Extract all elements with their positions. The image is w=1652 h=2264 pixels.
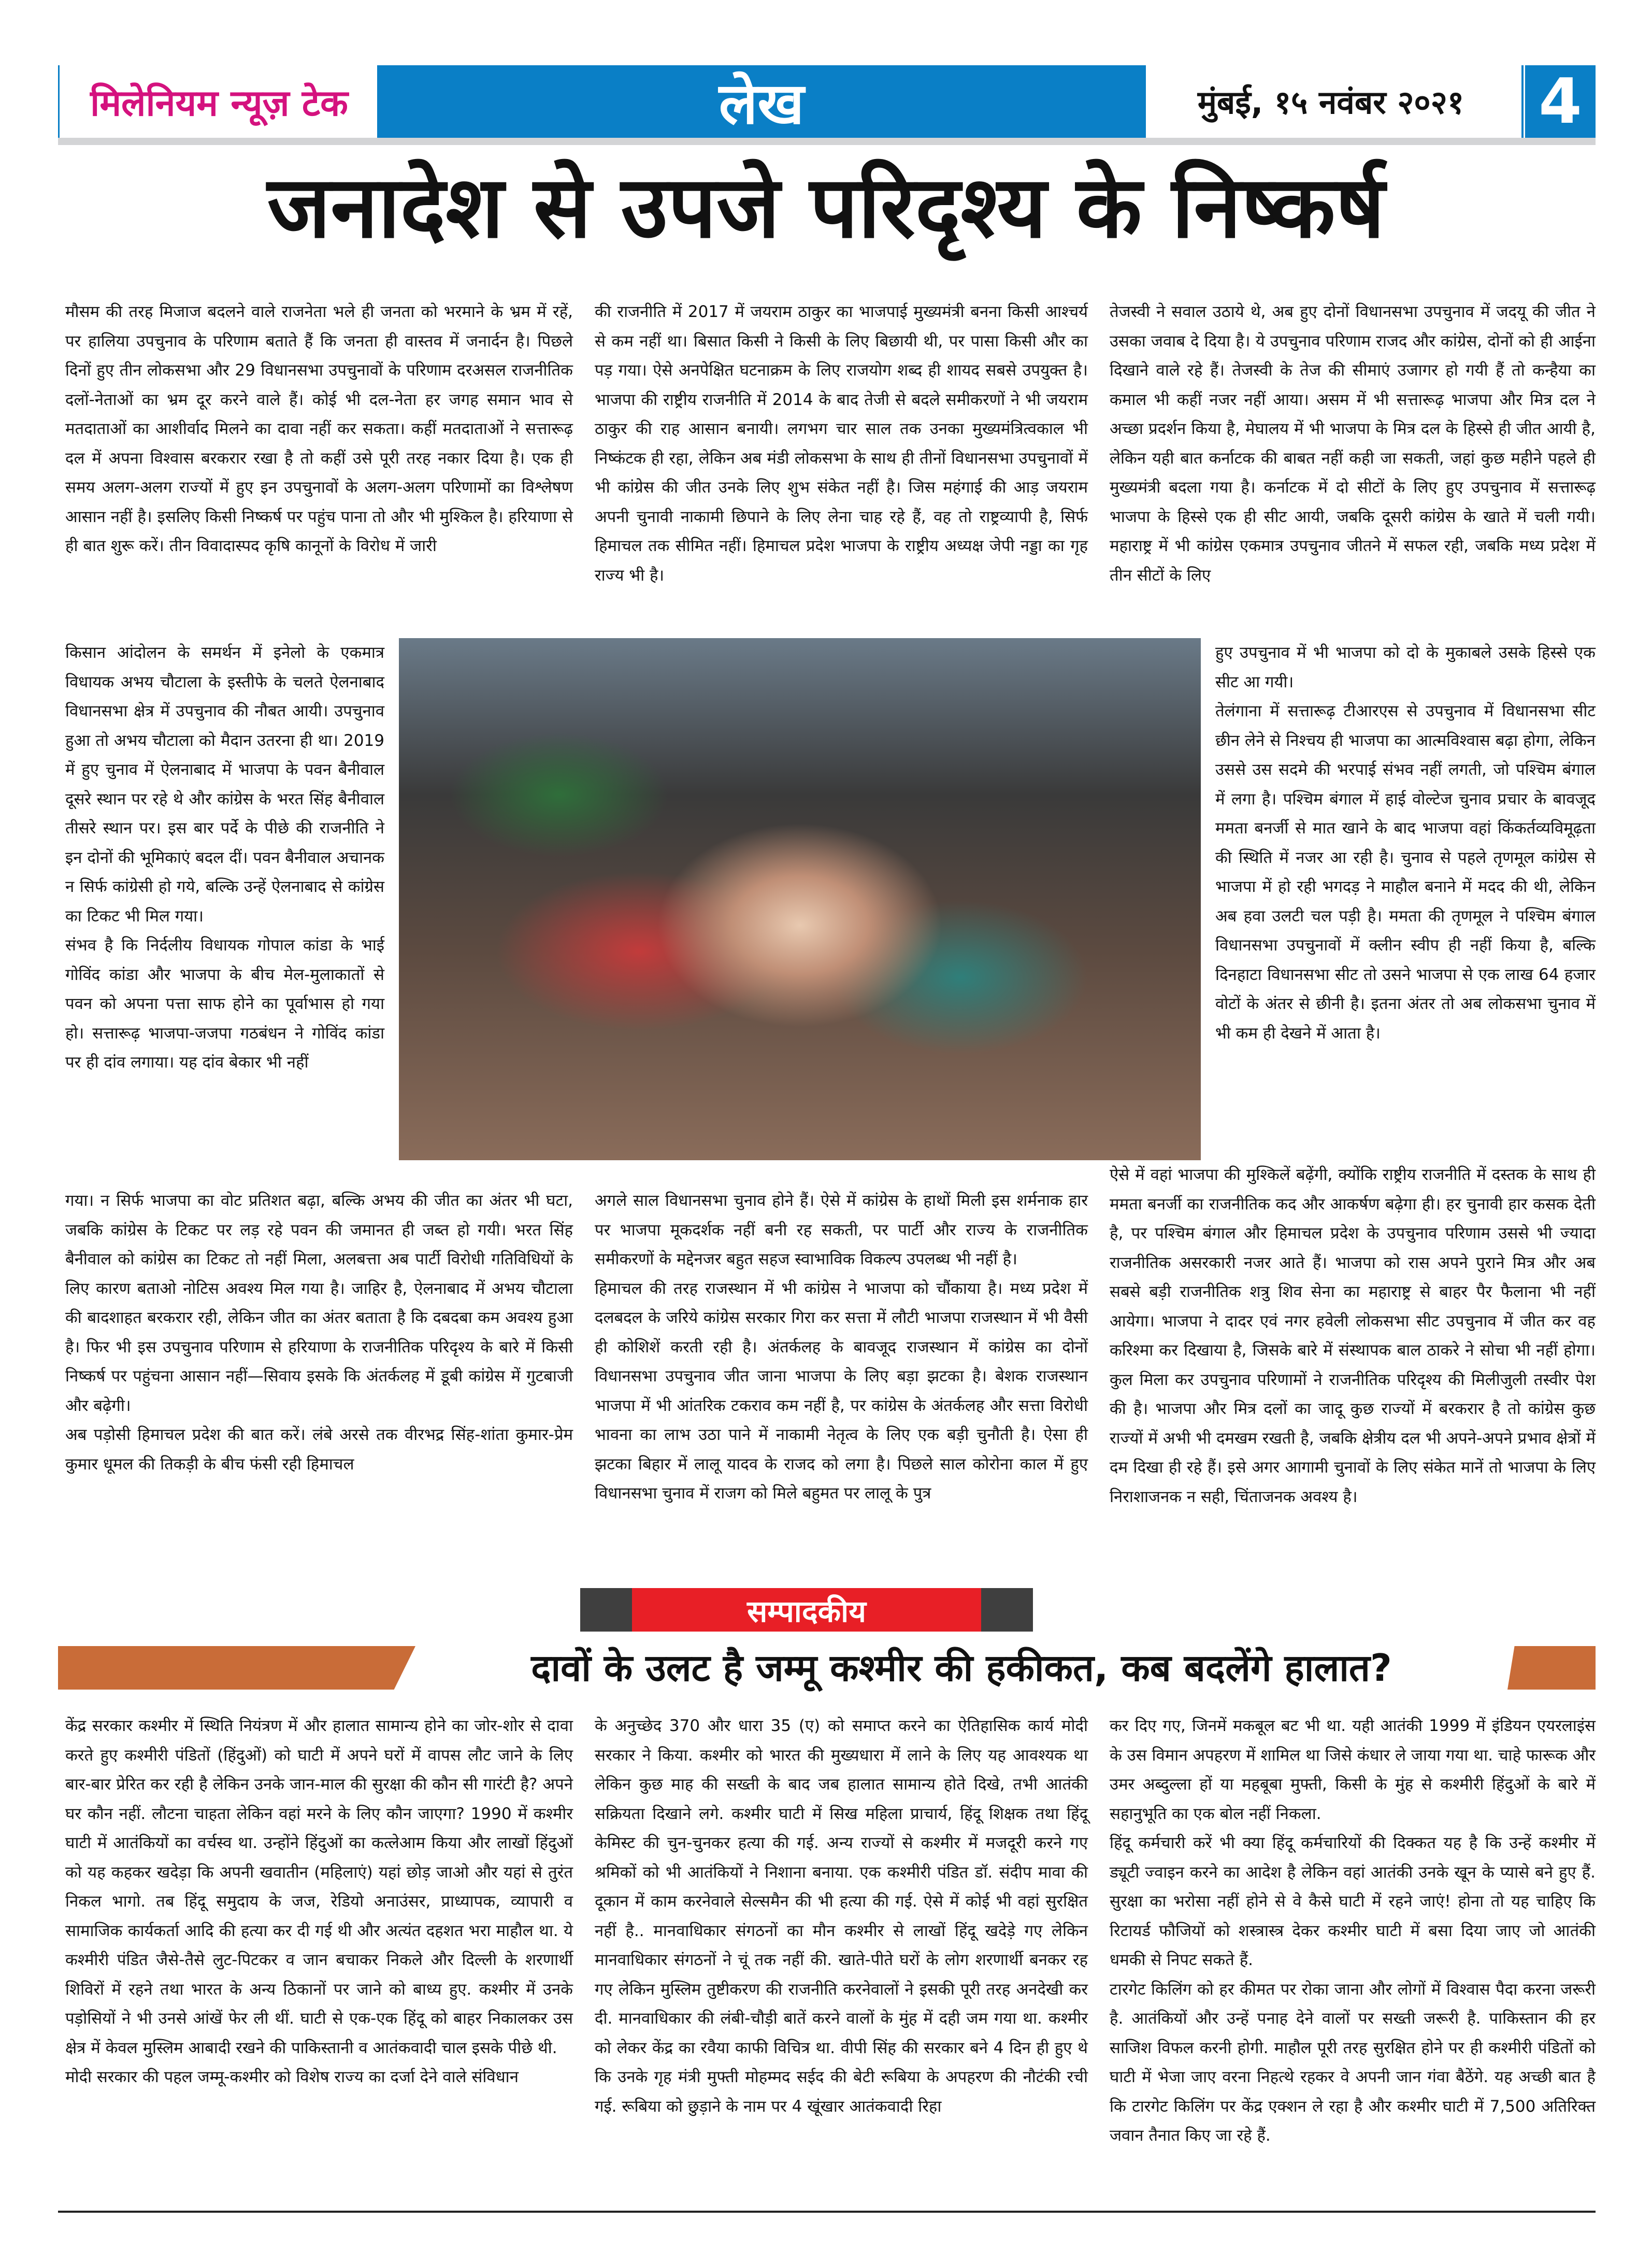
editorial-col1: [65, 1711, 573, 2092]
dateline: मुंबई, १५ नवंबर २०२१: [1197, 83, 1464, 121]
paragraph: किसान आंदोलन के समर्थन में इनेलो के एकमात्र विधायक अभय चौटाला के इस्तीफे के चलते ऐलनाबाद विधानसभा क्षेत्र में उपचुनाव की नौबत आयी। उपचुनाव हुआ तो अभय चौटाला को मैदान उतरना ही था। 2019 में हुए चुनाव में ऐलनाबाद में भाजपा के पवन बैनीवाल दूसरे स्थान पर रहे थे और कांग्रेस के भरत सिंह बैनीवाल तीसरे स्थान पर। इस बार पर्दे के पीछे की राजनीति ने इन दोनों की भूमिकाएं बदल दीं। पवन बैनीवाल अचानक न सिर्फ कांग्रेसी हो गये, बल्कि उन्हें ऐलनाबाद से कांग्रेस का टिकट भी मिल गया।: [65, 643, 384, 926]
paragraph: कर दिए गए, जिनमें मकबूल बट भी था. यही आतंकी 1999 में इंडियन एयरलाइंस के उस विमान अपहरण में शामिल था जिसे कंधार ले जाया गया था. चाहे फारूक और उमर अब्दुल्ला हों या महबूबा मुफ्ती, किसी के मुंह से कश्मीरी हिंदुओं के बारे में सहानुभूति का एक बोल नहीं निकला.: [1110, 1717, 1596, 1823]
newspaper-logo: मिलेनियम न्यूज़ टेक: [58, 65, 379, 138]
masthead-divider: [58, 138, 1596, 145]
paragraph: ऐसे में वहां भाजपा की मुश्किलें बढ़ेंगी, क्योंकि राष्ट्रीय राजनीति में दस्तक के साथ ही ममता बनर्जी का राजनीतिक कद और आकर्षण बढ़ेगा ही। हर चुनावी हार कसक देती है, पर पश्चिम बंगाल और हिमाचल प्रदेश के उपचुनाव परिणाम उससे भी ज्यादा राजनीतिक असरकारी नजर आते हैं। भाजपा को रास अपने पुराने मित्र और अब सबसे बड़ी राजनीतिक शत्रु शिव सेना का महाराष्ट्र से बाहर पैर फैलाना भी नहीं आयेगा। भाजपा ने दादर एवं नगर हवेली लोकसभा सीट उपचुनाव में जीत कर वह करिश्मा कर दिखाया है, जिसके बारे में संस्थापक बाल ठाकरे ने सोचा भी नहीं होगा। कुल मिला कर उपचुनाव परिणामों ने राजनीतिक परिदृश्य की मिलीजुली तस्वीर पेश की है। भाजपा और मित्र दलों का जादू कुछ राज्यों में बरकरार है तो कांग्रेस कुछ राज्यों में अभी भी दमखम रखती है, जबकि क्षेत्रीय दल भी अपने-अपने प्रभाव क्षेत्रों में दम दिखा ही रहे हैं। इसे अगर आगामी चुनावों के लिए संकेत मानें तो भाजपा के लिए निराशाजनक न सही, चिंताजनक अवश्य है।: [1110, 1165, 1596, 1506]
article-headline: जनादेश से उपजे परिदृश्य के निष्कर्ष: [267, 157, 1385, 257]
paragraph: अगले साल विधानसभा चुनाव होने हैं। ऐसे में कांग्रेस के हाथों मिली इस शर्मनाक हार पर भाजपा मूकदर्शक नहीं बनी रह सकती, पर पार्टी और राज्य के राजनीतिक समीकरणों के मद्देनजर बहुत सहज स्वाभाविक विकल्प उपलब्ध भी नहीं है।: [595, 1191, 1088, 1268]
paragraph: हिमाचल की तरह राजस्थान में भी कांग्रेस ने भाजपा को चौंकाया है। मध्य प्रदेश में दलबदल के जरिये कांग्रेस सरकार गिरा कर सत्ता में लौटी भाजपा राजस्थान में भी वैसी ही कोशिशें करती रही है। अंतर्कलह के बावजूद राजस्थान में कांग्रेस का दोनों विधानसभा उपचुनाव जीत जाना भाजपा के लिए बड़ा झटका है। बेशक राजस्थान भाजपा में भी आंतरिक टकराव कम नहीं है, पर कांग्रेस के अंतर्कलह और सत्ता विरोधी भावना का लाभ उठा पाने में नाकामी नेतृत्व के लिए एक बड़ी चुनौती है। ऐसा ही झटका बिहार में लालू यादव के राजद को लगा है। पिछले साल कोरोना काल में हुए विधानसभा चुनाव में राजग को मिले बहुमत पर लालू के पुत्र: [595, 1279, 1088, 1503]
paragraph: हुए उपचुनाव में भी भाजपा को दो के मुकाबले उसके हिस्से एक सीट आ गयी।: [1215, 643, 1596, 691]
headline-bar-right: [1507, 1646, 1596, 1690]
article1-col1-top: [65, 297, 573, 561]
bottom-rule: [58, 2211, 1596, 2213]
paragraph: गया। न सिर्फ भाजपा का वोट प्रतिशत बढ़ा, बल्कि अभय की जीत का अंतर भी घटा, जबकि कांग्रेस के टिकट पर लड़ रहे पवन की जमानत ही जब्त हो गयी। भरत सिंह बैनीवाल को कांग्रेस का टिकट तो नहीं मिला, अलबत्ता अब पार्टी विरोधी गतिविधियों के लिए कारण बताओ नोटिस अवश्य मिल गया है। जाहिर है, ऐलनाबाद में अभय चौटाला की बादशाहत बरकरार रही, लेकिन जीत का अंतर बताता है कि दबदबा कम अवश्य हुआ है। फिर भी इस उपचुनाव परिणाम से हरियाणा के राजनीतिक परिदृश्य के बारे में किसी निष्कर्ष पर पहुंचना आसान नहीं—सिवाय इसके कि अंतर्कलह में डूबी कांग्रेस में गुटबाजी और बढ़ेगी।: [65, 1191, 573, 1415]
masthead: [58, 65, 1596, 138]
editorial-col3: [1110, 1711, 1596, 2151]
article1-col1-bottom: [65, 1186, 573, 1479]
paragraph: केंद्र सरकार कश्मीर में स्थिति नियंत्रण में और हालात सामान्य होने का जोर-शोर से दावा करते हुए कश्मीरी पंडितों (हिंदुओं) को घाटी में अपने घरों में वापस लौट जाने के लिए बार-बार प्रेरित कर रही है लेकिन उनके जान-माल की सुरक्षा की कौन सी गारंटी है? अपने घर कौन नहीं. लौटना चाहता लेकिन वहां मरने के लिए कौन जाएगा? 1990 में कश्मीर घाटी में आतंकियों का वर्चस्व था. उन्होंने हिंदुओं का कत्लेआम किया और लाखों हिंदुओं को यह कहकर खदेड़ा कि अपनी खवातीन (महिलाएं) यहां छोड़ जाओ और यहां से तुरंत निकल भागो. तब हिंदू समुदाय के जज, रेडियो अनाउंसर, प्राध्यापक, व्यापारी व सामाजिक कार्यकर्ता आदि की हत्या कर दी गई थी और अत्यंत दहशत भरा माहौल था. ये कश्मीरी पंडित जैसे-तैसे लुट-पिटकर व जान बचाकर निकले और दिल्ली के शरणार्थी शिविरों में रहने तथा भारत के अन्य ठिकानों पर जाने को बाध्य हुए. कश्मीर में उनके पड़ोसियों ने भी उनसे आंखें फेर ली थीं. घाटी से एक-एक हिंदू को बाहर निकालकर उस क्षेत्र में केवल मुस्लिम आबादी रखने की पाकिस्तानी व आतंकवादी चाल इसके पीछे थी.: [65, 1717, 573, 2057]
victory-celebration-photo: [399, 638, 1201, 1160]
paragraph: मौसम की तरह मिजाज बदलने वाले राजनेता भले ही जनता को भरमाने के भ्रम में रहें, पर हालिया उपचुनाव के परिणाम बताते हैं कि जनता ही वास्तव में जनार्दन है। पिछले दिनों हुए तीन लोकसभा और 29 विधानसभा उपचुनावों के परिणाम दरअसल राजनीतिक दलों-नेताओं का भ्रम दूर करने वाले हैं। कोई भी दल-नेता हर जगह समान भाव से मतदाताओं का आशीर्वाद मिलने का दावा नहीं कर सकता। कहीं मतदाताओं ने सत्तारूढ़ दल में अपना विश्वास बरकरार रखा है तो कहीं उसे पूरी तरह नकार दिया है। एक ही समय अलग-अलग राज्यों में हुए इन उपचुनावों के अलग-अलग परिणामों का विश्लेषण आसान नहीं है। इसलिए किसी निष्कर्ष पर पहुंच पाना तो और भी मुश्किल है। हरियाणा से ही बात शुरू करें। तीन विवादास्पद कृषि कानूनों के विरोध में जारी: [65, 302, 573, 555]
paragraph: टारगेट किलिंग को हर कीमत पर रोका जाना और लोगों में विश्वास पैदा करना जरूरी है. आतंकियों और उन्हें पनाह देने वालों पर सख्ती जरूरी है. पाकिस्तान की हर साजिश विफल करनी होगी. माहौल पूरी तरह सुरक्षित होने पर ही कश्मीरी पंडितों को घाटी में भेजा जाए वरना निहत्थे रहकर वे अपनी जान गंवा बैठेंगे. यह अच्छी बात है कि टारगेट किलिंग पर केंद्र एक्शन ले रहा है और कश्मीर घाटी में 7,500 अतिरिक्त जवान तैनात किए जा रहे हैं.: [1110, 1980, 1596, 2145]
paragraph: हिंदू कर्मचारी करें भी क्या हिंदू कर्मचारियों की दिक्कत यह है कि उन्हें कश्मीर में ड्यूटी ज्वाइन करने का आदेश है लेकिन वहां आतंकी उनके खून के प्यासे बने हुए हैं. सुरक्षा का भरोसा नहीं होने से वे कैसे घाटी में रहने जाएं! होना तो यह चाहिए कि रिटायर्ड फौजियों को शस्त्रास्त्र देकर कश्मीर घाटी में बसा दिया जाए जो आतंकी धमकी से निपट सकते हैं.: [1110, 1834, 1596, 1969]
article1-col2-bottom: [595, 1186, 1088, 1508]
paragraph: की राजनीति में 2017 में जयराम ठाकुर का भाजपाई मुख्यमंत्री बनना किसी आश्चर्य से कम नहीं था। बिसात किसी ने किसी के लिए बिछायी थी, पर पासा किसी और का पड़ गया। ऐसे अनपेक्षित घटनाक्रम के लिए राजयोग शब्द ही शायद सबसे उपयुक्त है। भाजपा की राष्ट्रीय राजनीति में 2014 के बाद तेजी से बदले समीकरणों ने भी जयराम ठाकुर की राह आसान बनायी। लगभग चार साल तक उनका मुख्यमंत्रित्वकाल भी निष्कंटक ही रहा, लेकिन अब मंडी लोकसभा के साथ ही तीनों विधानसभा उपचुनावों में भी कांग्रेस की जीत उनके लिए शुभ संकेत नहीं है। जिस महंगाई की आड़ जयराम अपनी चुनावी नाकामी छिपाने के लिए लेना चाह रहे हैं, वह तो राष्ट्रव्यापी है, सिर्फ हिमाचल तक सीमित नहीं। हिमाचल प्रदेश भाजपा के राष्ट्रीय अध्यक्ष जेपी नड्डा का गृह राज्य भी है।: [595, 302, 1088, 585]
paragraph: तेजस्वी ने सवाल उठाये थे, अब हुए दोनों विधानसभा उपचुनाव में जदयू की जीत ने उसका जवाब दे दिया है। ये उपचुनाव परिणाम राजद और कांग्रेस, दोनों को ही आईना दिखाने वाले रहे हैं। तेजस्वी के तेज की सीमाएं उजागर हो गयी हैं तो कन्हैया का कमाल भी कहीं नजर नहीं आया। असम में भी सत्तारूढ़ भाजपा और मित्र दल ने अच्छा प्रदर्शन किया है, मेघालय में भी भाजपा के मित्र दल के हिस्से ही जीत आयी है, लेकिन यही बात कर्नाटक की बाबत नहीं कही जा सकती, जहां कुछ महीने पहले ही मुख्यमंत्री बदला गया है। कर्नाटक में दो सीटों के लिए हुए उपचुनाव में सत्तारूढ़ भाजपा के हिस्से एक ही सीट आयी, जबकि दूसरी कांग्रेस के खाते में चली गयी। महाराष्ट्र में भी कांग्रेस एकमात्र उपचुनाव जीतने में सफल रही, जबकि मध्य प्रदेश में तीन सीटों के लिए: [1110, 302, 1596, 585]
paragraph: के अनुच्छेद 370 और धारा 35 (ए) को समाप्त करने का ऐतिहासिक कार्य मोदी सरकार ने किया. कश्मीर को भारत की मुख्यधारा में लाने के लिए यह आवश्यक था लेकिन कुछ माह की सख्ती के बाद जब हालात सामान्य होते दिखे, तभी आतंकी सक्रियता दिखाने लगे. कश्मीर घाटी में सिख महिला प्राचार्य, हिंदू शिक्षक तथा हिंदू केमिस्ट की चुन-चुनकर हत्या की गई. अन्य राज्यों से कश्मीर में मजदूरी करने गए श्रमिकों को भी आतंकियों ने निशाना बनाया. एक कश्मीरी पंडित डॉ. संदीप मावा की दूकान में काम करनेवाले सेल्समैन की भी हत्या की गई. ऐसे में कोई भी वहां सुरक्षित नहीं है.. मानवाधिकार संगठनों का मौन कश्मीर से लाखों हिंदू खदेड़े गए लेकिन मानवाधिकार संगठनों ने चूं तक नहीं की. खाते-पीते घरों के लोग शरणार्थी बनकर रह गए लेकिन मुस्लिम तुष्टीकरण की राजनीति करनेवालों ने इसकी पूरी तरह अनदेखी कर दी. मानवाधिकार की लंबी-चौड़ी बातें करने वालों के मुंह में दही जम गया था. कश्मीर को लेकर केंद्र का रवैया काफी विचित्र था. वीपी सिंह की सरकार बने 4 दिन ही हुए थे कि उनके गृह मंत्री मुफ्ती मोहम्मद सईद की बेटी रूबिया के अपहरण की नौटंकी रची गई. रूबिया को छुड़ाने के नाम पर 4 खूंखार आतंकवादी रिहा: [595, 1717, 1088, 2116]
editorial-headline: दावों के उलट है जम्मू कश्मीर की हकीकत, कब बदलेंगे हालात?: [531, 1646, 1392, 1690]
paragraph: मोदी सरकार की पहल जम्मू-कश्मीर को विशेष राज्य का दर्जा देने वाले संविधान: [65, 2068, 519, 2086]
article1-col3-bottom: [1110, 1160, 1596, 1511]
editorial-col2: [595, 1711, 1088, 2121]
page-number: 4: [1520, 65, 1596, 138]
article1-col3-narrow: [1215, 638, 1596, 1048]
article1-col1-narrow: [65, 638, 384, 1077]
paragraph: संभव है कि निर्दलीय विधायक गोपाल कांडा के भाई गोविंद कांडा और भाजपा के बीच मेल-मुलाकातों से पवन को अपना पत्ता साफ होने का पूर्वाभास हो गया हो। सत्तारूढ़ भाजपा-जजपा गठबंधन ने गोविंद कांडा पर ही दांव लगाया। यह दांव बेकार भी नहीं: [65, 936, 384, 1072]
article1-col3-top: [1110, 297, 1596, 590]
section-title: लेख: [377, 65, 1146, 138]
headline-bar-left: [58, 1646, 415, 1690]
editorial-label: [580, 1588, 1033, 1632]
article1-col2-top: [595, 297, 1088, 590]
editorial-label-text: सम्पादकीय: [632, 1588, 981, 1632]
paragraph: तेलंगाना में सत्तारूढ़ टीआरएस से उपचुनाव में विधानसभा सीट छीन लेने से निश्चय ही भाजपा का आत्मविश्वास बढ़ा होगा, लेकिन उससे उस सदमे की भरपाई संभव नहीं लगती, जो पश्चिम बंगाल में लगा है। पश्चिम बंगाल में हाई वोल्टेज चुनाव प्रचार के बावजूद ममता बनर्जी से मात खाने के बाद भाजपा वहां किंकर्तव्यविमूढ़ता की स्थिति में नजर आ रही है। चुनाव से पहले तृणमूल कांग्रेस से भाजपा में हो रही भगदड़ ने माहौल बनाने में मदद की थी, लेकिन अब हवा उलटी चल पड़ी है। ममता की तृणमूल ने पश्चिम बंगाल विधानसभा उपचुनावों में क्लीन स्वीप ही नहीं किया है, बल्कि दिनहाटा विधानसभा सीट तो उसने भाजपा से एक लाख 64 हजार वोटों के अंतर से छीनी है। इतना अंतर तो अब लोकसभा चुनाव में भी कम ही देखने में आता है।: [1215, 702, 1596, 1043]
paragraph: अब पड़ोसी हिमाचल प्रदेश की बात करें। लंबे अरसे तक वीरभद्र सिंह-शांता कुमार-प्रेम कुमार धूमल की तिकड़ी के बीच फंसी रही हिमाचल: [65, 1425, 573, 1474]
